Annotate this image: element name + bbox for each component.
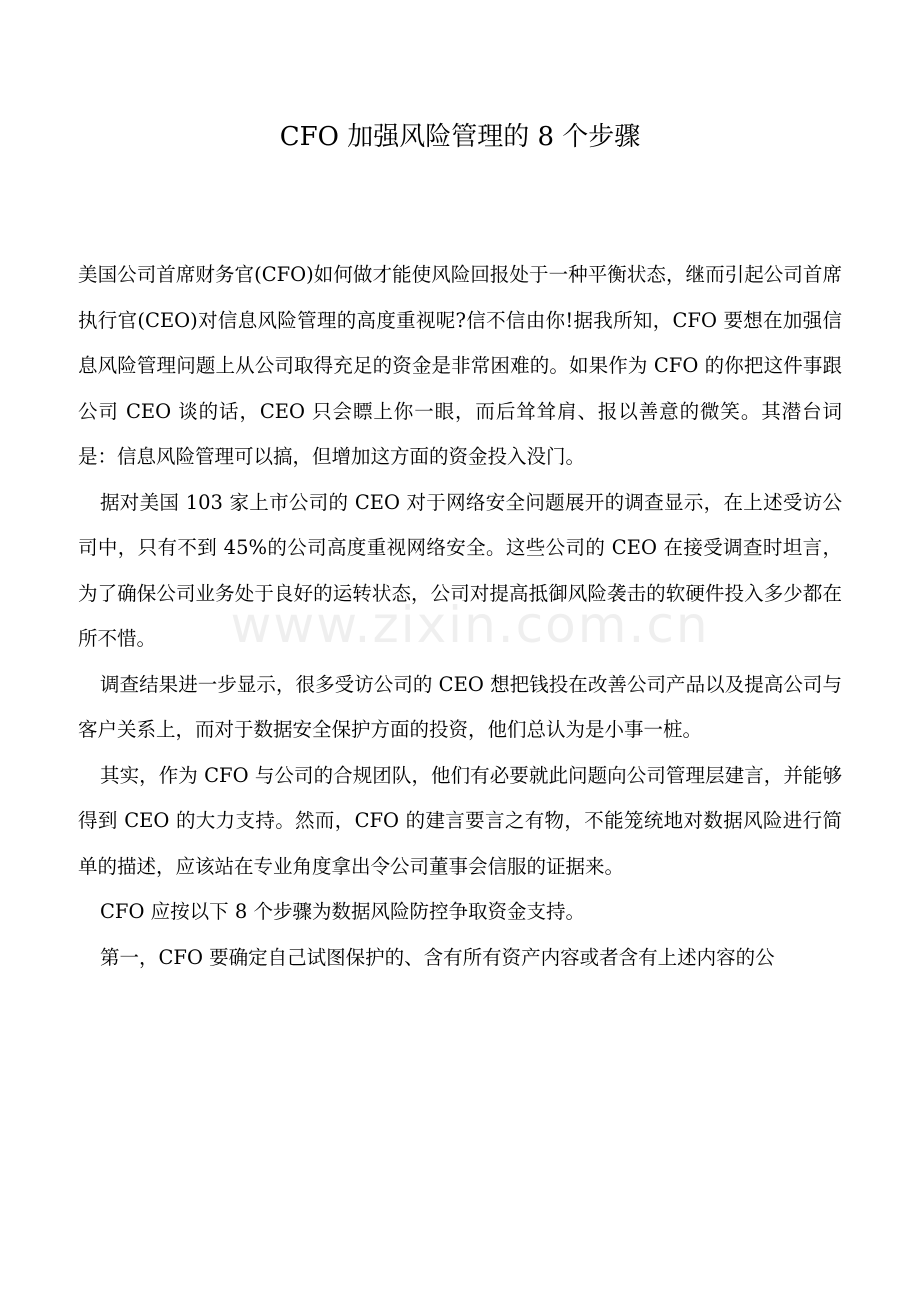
paragraph-5: CFO 应按以下 8 个步骤为数据风险防控争取资金支持。 <box>100 900 585 923</box>
paragraph-1: 美国公司首席财务官(CFO)如何做才能使风险回报处于一种平衡状态，继而引起公司首席执行官(CEO)对信息风险管理的高度重视呢?信不信由你!据我所知，CFO 要想在加强信息风险管理问题上从公司取得充足的资金是非常困难的。如果作为 CFO 的你把这件事跟公司 CEO 谈的话，CEO 只会瞟上你一眼，而后耸耸肩、报以善意的微笑。其潜台词是：信息风险管理可以搞，但增加这方面的资金投入没门。 <box>78 263 842 468</box>
paragraph-2: 据对美国 103 家上市公司的 CEO 对于网络安全问题展开的调查显示，在上述受访公司中，只有不到 45%的公司高度重视网络安全。这些公司的 CEO 在接受调查时坦言，为了确保公司业务处于良好的运转状态，公司对提高抵御风险袭击的软硬件投入多少都在所不惜。 <box>78 490 842 650</box>
paragraph-4: 其实，作为 CFO 与公司的合规团队，他们有必要就此问题向公司管理层建言，并能够得到 CEO 的大力支持。然而，CFO 的建言要言之有物，不能笼统地对数据风险进行简单的描述，应该站在专业角度拿出令公司董事会信服的证据来。 <box>78 763 842 878</box>
paragraph-3: 调查结果进一步显示，很多受访公司的 CEO 想把钱投在改善公司产品以及提高公司与客户关系上，而对于数据安全保护方面的投资，他们总认为是小事一桩。 <box>78 672 842 741</box>
watermark-text: www.zixin.com.cn <box>230 596 710 654</box>
document-title: CFO 加强风险管理的 8 个步骤 <box>279 122 641 152</box>
document-body <box>78 252 842 980</box>
paragraph-6: 第一，CFO 要确定自己试图保护的、含有所有资产内容或者含有上述内容的公 <box>100 945 775 969</box>
